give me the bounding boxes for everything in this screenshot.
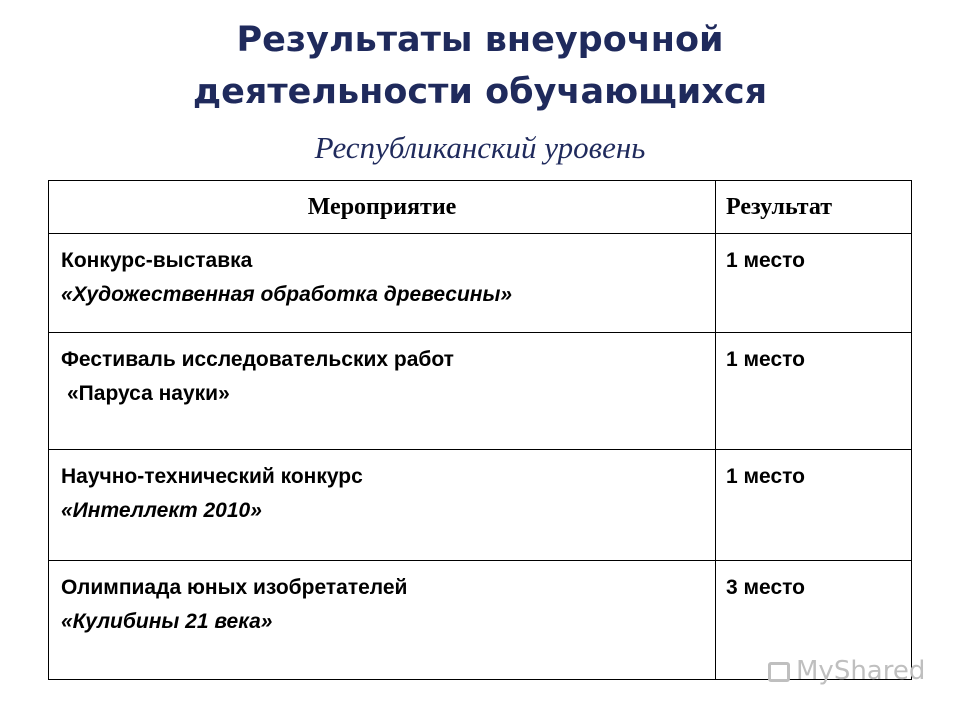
result-cell: 1 место: [716, 450, 912, 561]
event-name: «Паруса науки»: [67, 382, 230, 405]
presentation-icon: [768, 662, 790, 682]
event-name: «Интеллект 2010»: [61, 499, 262, 522]
table-row: [49, 450, 912, 561]
header-event: Мероприятие: [49, 181, 716, 234]
header-result: Результат: [716, 181, 912, 234]
title-line-2: деятельности обучающихся: [192, 72, 768, 112]
event-cell: [49, 450, 716, 561]
event-type: Конкурс-выставка: [61, 249, 253, 272]
table-row: [49, 234, 912, 333]
result-cell: 1 место: [716, 234, 912, 333]
watermark: [768, 656, 925, 686]
page-subtitle: Республиканский уровень: [314, 130, 646, 165]
page-title: [0, 14, 960, 118]
event-type: Научно-технический конкурс: [61, 465, 363, 488]
results-table: [48, 180, 912, 680]
result-cell: 3 место: [716, 561, 912, 680]
event-type: Олимпиада юных изобретателей: [61, 576, 408, 599]
event-cell: [49, 561, 716, 680]
watermark-text: MyShared: [796, 656, 926, 686]
event-name: «Кулибины 21 века»: [61, 610, 273, 633]
result-cell: 1 место: [716, 333, 912, 450]
event-cell: [49, 234, 716, 333]
event-type: Фестиваль исследовательских работ: [61, 348, 454, 371]
table-header-row: [49, 181, 912, 234]
event-cell: [49, 333, 716, 450]
table-row: [49, 333, 912, 450]
title-line-1: Результаты внеурочной: [236, 20, 724, 60]
event-name: «Художественная обработка древесины»: [61, 283, 513, 306]
